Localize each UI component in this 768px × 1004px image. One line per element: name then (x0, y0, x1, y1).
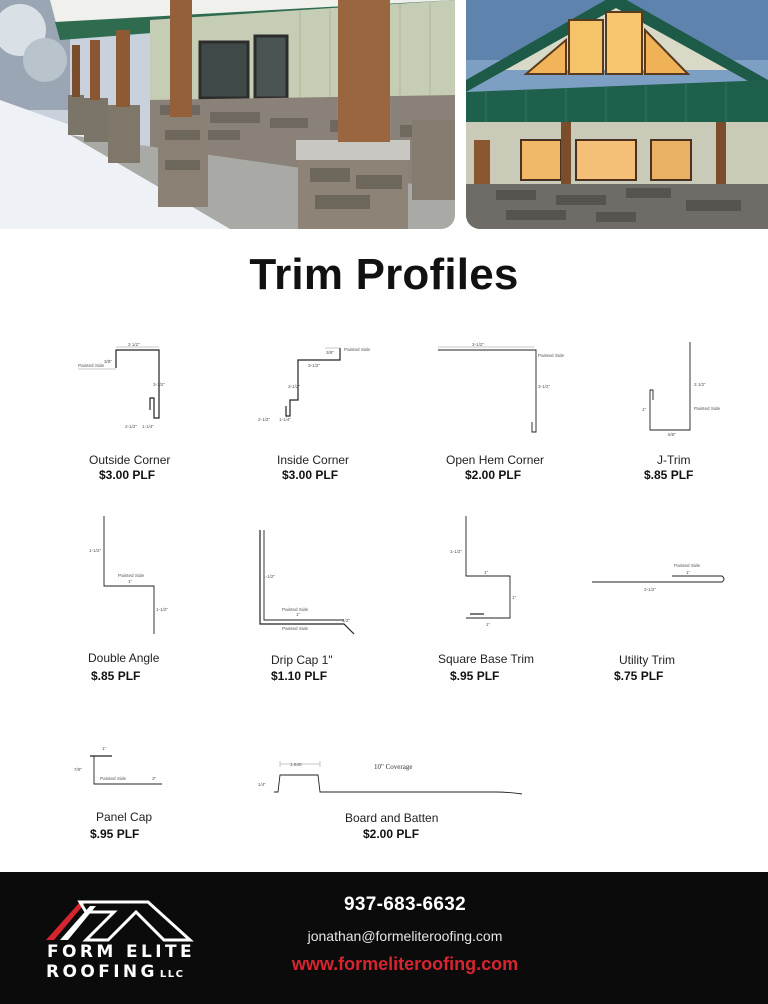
board-and-batten-drawing (256, 756, 526, 800)
logo-roofing: ROOFING (46, 962, 158, 982)
product-price: $.75 PLF (614, 669, 664, 683)
dim-label: 3-1/2" (308, 363, 321, 368)
product-price: $.95 PLF (90, 827, 140, 841)
outside-corner-drawing (74, 340, 174, 436)
dim-label: 1" (642, 407, 647, 412)
dim-label: 2-1/2" (258, 417, 271, 422)
dim-label: 3 1/2" (694, 382, 706, 387)
drip-cap-drawing (254, 528, 364, 636)
product-name: Drip Cap 1" (271, 653, 333, 667)
dim-label: 3-1/2" (288, 384, 301, 389)
dim-label: 3" (152, 776, 157, 781)
dim-label: Painted Side (694, 406, 721, 411)
product-name: Panel Cap (96, 810, 153, 824)
product-name: Open Hem Corner (446, 453, 545, 467)
product-price: $.85 PLF (91, 669, 141, 683)
product-price: $.85 PLF (644, 468, 694, 482)
inside-corner-drawing (258, 340, 370, 436)
dim-label: 10" Coverage (374, 763, 413, 771)
dim-label: 1-1/2" (89, 548, 102, 553)
logo-text-line1: FORM ELITE (47, 942, 195, 962)
dim-label: 3-1/2" (538, 384, 551, 389)
dim-label: 3-1/2" (153, 382, 166, 387)
dim-label: 1-1/4" (279, 417, 292, 422)
dim-label: 1" (486, 622, 491, 627)
email-address[interactable]: jonathan@formeliteroofing.com (307, 928, 503, 944)
roof-logo-icon (40, 892, 210, 944)
dim-label: 3-1/2" (472, 342, 485, 347)
dim-label: Painted Side (282, 607, 309, 612)
product-name: Double Angle (88, 651, 160, 665)
dim-label: 1/2" (342, 618, 351, 623)
dim-label: 1-1/2" (450, 549, 463, 554)
panel-cap-drawing (72, 742, 172, 790)
dim-label: Painted Side (538, 353, 565, 358)
product-price: $1.10 PLF (271, 669, 328, 683)
footer (0, 872, 768, 1004)
dim-label: Painted Side (344, 347, 371, 352)
dim-label: Painted Side (78, 363, 105, 368)
utility-trim-drawing (590, 556, 730, 596)
logo-text-line2 (46, 962, 185, 982)
dim-label: 3 1/2" (128, 342, 140, 347)
dim-label: Painted Side (674, 563, 701, 568)
dim-label: 1" (484, 570, 489, 575)
open-hem-corner-drawing (434, 340, 565, 436)
dim-label: 5/8" (668, 432, 677, 437)
dim-label: 2-1/2" (125, 424, 138, 429)
phone-number[interactable]: 937-683-6632 (344, 894, 466, 915)
dim-label: 1" (512, 595, 517, 600)
dim-label: 7/8" (74, 767, 83, 772)
square-base-trim-drawing (448, 514, 538, 634)
dim-label: Painted Side (118, 573, 145, 578)
logo-llc: LLC (159, 969, 185, 980)
snowy-porch-photo (0, 0, 455, 229)
dim-label: 1" (296, 612, 301, 617)
dim-label: 3/8" (104, 359, 113, 364)
company-logo (40, 892, 210, 987)
website-link[interactable]: www.formeliteroofing.com (291, 954, 519, 974)
dim-label: 1-1/4" (142, 424, 155, 429)
dim-label: Painted Side (282, 626, 309, 631)
product-name: Inside Corner (277, 453, 350, 467)
dim-label: 1.840 (290, 762, 302, 767)
dim-label: 1-1/2" (156, 607, 169, 612)
dim-label: Painted Side (100, 776, 127, 781)
product-name: Utility Trim (619, 653, 675, 667)
j-trim-drawing (640, 340, 720, 440)
dim-label: 1" (102, 746, 107, 751)
product-name: Outside Corner (89, 453, 171, 467)
product-price: $3.00 PLF (99, 468, 156, 482)
dim-label: 1" (128, 579, 133, 584)
dim-label: 3/8" (326, 350, 335, 355)
dim-label: 1" (686, 570, 691, 575)
product-price: $3.00 PLF (282, 468, 339, 482)
product-price: $.95 PLF (450, 669, 500, 683)
double-angle-drawing (86, 514, 176, 638)
gable-house-photo (466, 0, 768, 229)
dim-label: 1/4" (258, 782, 267, 787)
dim-label: 1-1/2" (263, 574, 276, 579)
product-name: Board and Batten (345, 811, 439, 825)
dim-label: 2-1/2" (644, 587, 657, 592)
page-title: Trim Profiles (249, 250, 519, 299)
product-price: $2.00 PLF (363, 827, 420, 841)
product-name: Square Base Trim (438, 652, 535, 666)
product-name: J-Trim (657, 453, 691, 467)
product-price: $2.00 PLF (465, 468, 522, 482)
